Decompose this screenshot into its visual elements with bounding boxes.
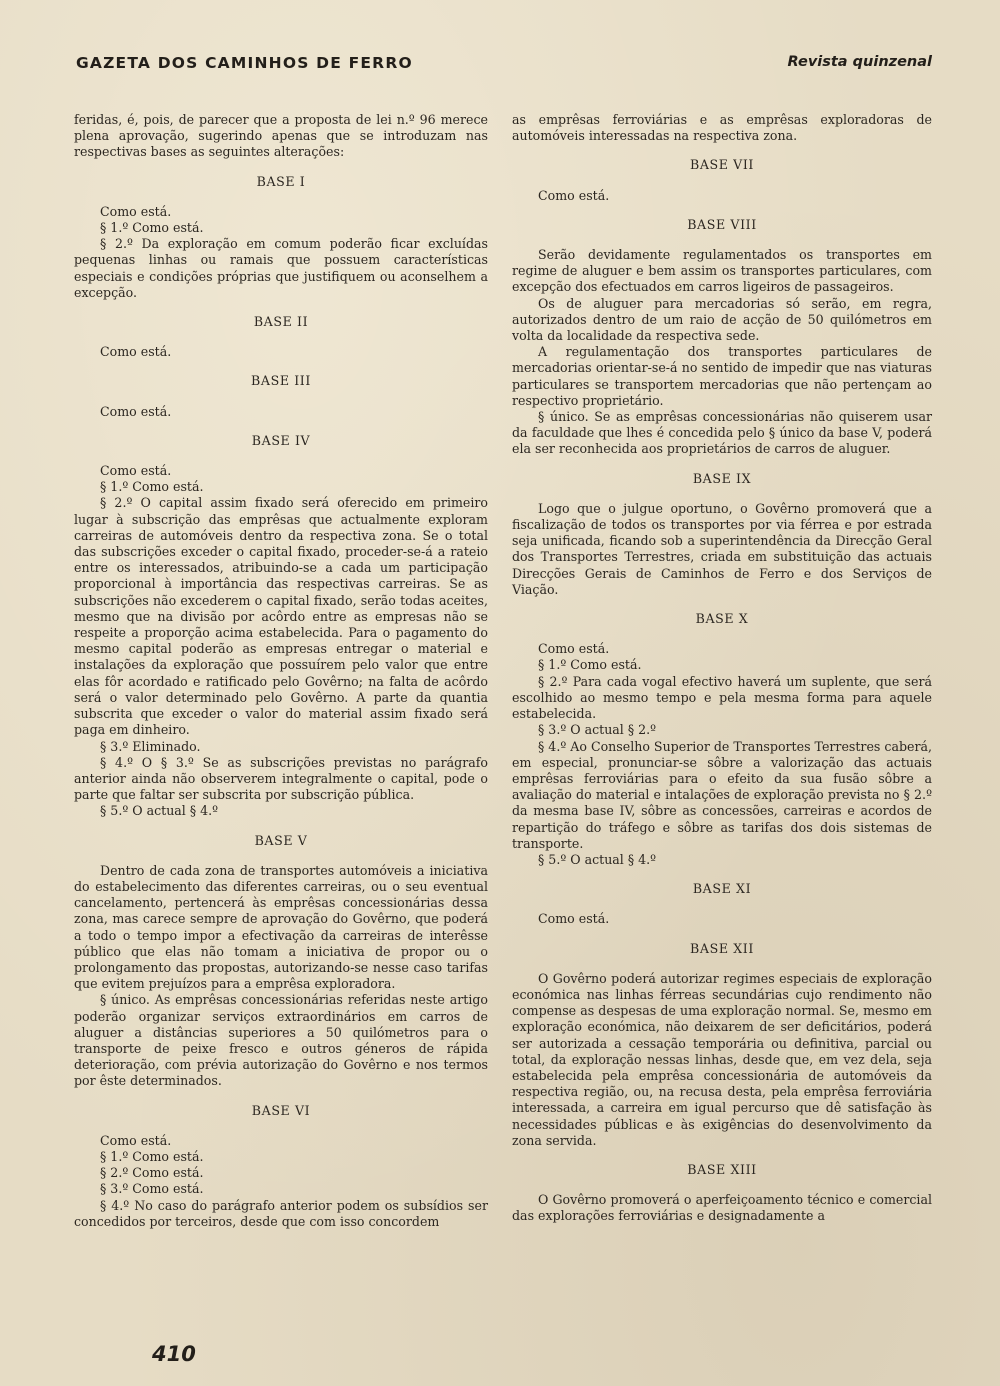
paragraph: A regulamentação dos transportes particulares de mercadorias orientar-se-á no sentido de impedir que nas viaturas particulares se transportem mercadorias que não pertençam ao respectivo proprietário.: [512, 344, 932, 408]
page-number: 410: [152, 1342, 196, 1366]
left-column: [74, 112, 488, 1230]
base-heading: BASE II: [253, 314, 309, 330]
paragraph: § 1.º Como está.: [100, 479, 204, 495]
base-heading: BASE VIII: [687, 216, 757, 232]
paragraph: Como está.: [538, 641, 610, 657]
journal-title: GAZETA DOS CAMINHOS DE FERRO: [76, 54, 413, 72]
right-column: [512, 112, 932, 1225]
paragraph: Dentro de cada zona de transportes automóveis a iniciativa do estabelecimento das diferentes carreiras, ou o seu eventual cancelamento, pertencerá às emprêsas concessionárias dessa zona, mas carece sempre de aprovação do Govêrno, que poderá a todo o tempo impor a efectivação da carreiras de interêsse público que elas não tomam a iniciativa de propor ou o prolongamento das propostas, autorizando-se nesse caso tarifas que evitem prejuízos para a emprêsa exploradora.: [74, 862, 488, 992]
paragraph: O Govêrno poderá autorizar regimes especiais de exploração económica nas linhas férreas secundárias cujo rendimento não compense as despesas de uma exploração normal. Se, mesmo em exploração económica, não deixarem de ser deficitários, poderá ser autorizada a cessação temporária ou definitiva, parcial ou total, da exploração nessas linhas, desde que, em vez dela, seja estabelecida pela emprêsa concessionária de automóveis da respectiva região, ou, na recusa desta, pela emprêsa ferroviária interessada, a carreira em igual percurso que dê satisfação às necessidades públicas e às exigências do desenvolvimento da zona servida.: [512, 970, 932, 1148]
paragraph: Os de aluguer para mercadorias só serão, em regra, autorizados dentro de um raio de acção de 50 quilómetros em volta da localidade da respectiva sede.: [512, 295, 932, 344]
base-heading: BASE XIII: [687, 1161, 757, 1177]
base-heading: BASE VII: [689, 157, 755, 173]
base-heading: BASE III: [251, 373, 311, 389]
paragraph: Como está.: [100, 1132, 172, 1148]
paragraph: § 2.º Para cada vogal efectivo haverá um suplente, que será escolhido ao mesmo tempo e pela mesma forma para aquele estabelecida.: [512, 673, 932, 722]
paragraph: § 1.º Como está.: [100, 220, 204, 236]
base-heading: BASE V: [254, 832, 308, 848]
paragraph: § 2.º Como está.: [100, 1165, 204, 1181]
base-heading: BASE IX: [692, 470, 752, 486]
paragraph: Como está.: [100, 344, 172, 360]
paragraph: Logo que o julgue oportuno, o Govêrno promoverá que a fiscalização de todos os transportes por via férrea e por estrada seja unificada, ficando sob a superintendência da Direcção Geral dos Transportes Terrestres, criada em substituição das actuais Direcções Gerais de Caminhos de Ferro e dos Serviços de Viação.: [512, 500, 932, 597]
paragraph: Como está.: [100, 403, 172, 419]
paragraph: Como está.: [538, 911, 610, 927]
base-heading: BASE VI: [251, 1102, 311, 1118]
base-heading: BASE XII: [690, 940, 754, 956]
base-heading: BASE IV: [251, 432, 311, 448]
paragraph: Como está.: [100, 463, 172, 479]
paragraph: § 1.º Como está.: [100, 1148, 204, 1164]
continuation-paragraph: as emprêsas ferroviárias e as emprêsas exploradoras de automóveis interessadas na respectiva zona.: [512, 112, 932, 144]
paragraph: § 3.º Eliminado.: [100, 738, 201, 754]
paragraph: § 4.º Ao Conselho Superior de Transportes Terrestres caberá, em especial, pronunciar-se sôbre a valorização das actuais emprêsas ferroviárias para o efeito da sua fusão sôbre a avaliação do material e intalações de exploração prevista no § 2.º da mesma base IV, sôbre as concessões, carreiras e acordos de repartição do tráfego e sôbre as tarifas dos dois sistemas de transporte.: [512, 738, 932, 851]
paragraph: § 5.º O actual § 4.º: [538, 851, 657, 867]
paragraph: Como está.: [538, 187, 610, 203]
paragraph: § 4.º O § 3.º Se as subscrições previstas no parágrafo anterior ainda não observerem integralmente o capital, pode o parte que faltar ser subscrita por subscrição pública.: [74, 754, 488, 803]
paragraph: O Govêrno promoverá o aperfeiçoamento técnico e comercial das explorações ferroviárias e designadamente a: [512, 1192, 932, 1224]
paragraph: § 2.º Da exploração em comum poderão ficar excluídas pequenas linhas ou ramais que possuem características especiais e condições próprias que justifiquem ou aconselhem a excepção.: [74, 236, 488, 300]
paragraph: § único. As emprêsas concessionárias referidas neste artigo poderão organizar serviços extraordinários em carros de aluguer a distâncias superiores a 50 quilómetros para o transporte de peixe fresco e outros géneros de rápida deterioração, com prévia autorização do Govêrno e nos termos por êste determinados.: [74, 992, 488, 1089]
paragraph: Como está.: [100, 203, 172, 219]
paragraph: Serão devidamente regulamentados os transportes em regime de aluguer e bem assim os transportes particulares, com excepção dos efectuados em carros ligeiros de passageiros.: [512, 247, 932, 295]
base-heading: BASE X: [695, 611, 749, 627]
base-heading: BASE I: [256, 173, 306, 189]
paragraph: § 5.º O actual § 4.º: [100, 803, 219, 819]
paragraph: § 1.º Como está.: [538, 657, 642, 673]
paragraph: § 4.º No caso do parágrafo anterior podem os subsídios ser concedidos por terceiros, desde que com isso concordem: [74, 1197, 488, 1229]
paragraph: § 3.º O actual § 2.º: [538, 722, 657, 738]
paragraph: § 3.º Como está.: [100, 1181, 204, 1197]
paragraph: § 2.º O capital assim fixado será oferecido em primeiro lugar à subscrição das emprêsas que actualmente exploram carreiras de automóveis dentro da respectiva zona. Se o total das subscrições exceder o capital fixado, proceder-se-á a rateio entre os interessados, atribuindo-se a cada um participação proporcional à importância das respectivas carreiras. Se as subscrições não excederem o capital fixado, serão todas aceites, mesmo que na divisão por acôrdo entre as empresas não se respeite a proporção acima estabelecida. Para o pagamento do mesmo capital poderão as empresas entregar o material e instalações da exploração que possuírem pelo valor que entre elas fôr acordado e ratificado pelo Govêrno; na falta de acôrdo será o valor determinado pelo Govêrno. A parte da quantia subscrita que exceder o valor do material assim fixado será paga em dinheiro.: [74, 495, 488, 738]
intro-paragraph: feridas, é, pois, de parecer que a proposta de lei n.º 96 merece plena aprovação, sugerindo apenas que se introduzam nas respectivas bases as seguintes alterações:: [74, 112, 488, 160]
base-heading: BASE XI: [692, 881, 752, 897]
paragraph: § único. Se as emprêsas concessionárias não quiserem usar da faculdade que lhes é concedida pelo § único da base V, poderá ela ser reconhecida aos proprietários de carros de aluguer.: [512, 409, 932, 457]
journal-subtitle: Revista quinzenal: [787, 54, 932, 70]
